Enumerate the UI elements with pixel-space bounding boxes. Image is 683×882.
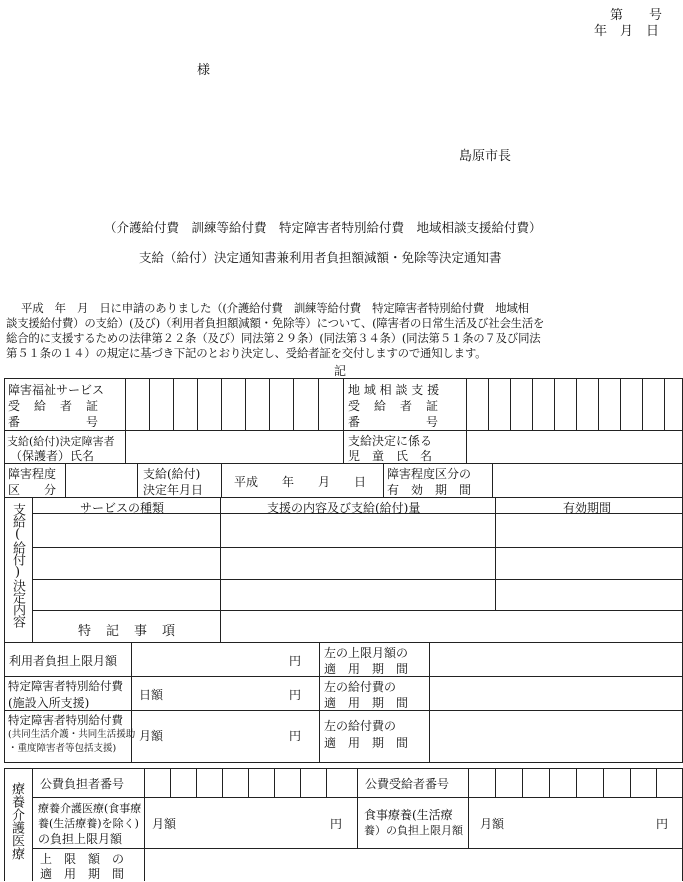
burden-limit-period-2: 適 用 期 間: [324, 662, 409, 676]
child-label-1: 支給決定に係る: [348, 434, 433, 448]
community-cert-label-3: 番 号: [348, 415, 440, 429]
public-recipient-number-label: 公費受給者番号: [365, 777, 450, 791]
degree-label-2: 区 分: [8, 483, 57, 497]
service-cert-label-3: 番 号: [8, 415, 100, 429]
page-title: 支給（給付）決定通知書兼利用者負担額減額・免除等決定通知書: [139, 250, 502, 265]
degree-period-label-2: 有 効 期 間: [387, 483, 472, 497]
public-funder-number-label: 公費負担者番号: [40, 777, 125, 791]
daily-amount-label: 日額: [139, 688, 164, 702]
limit-period-label-2: 適 用 期 間: [40, 867, 125, 881]
title-subheading: （介護給付費 訓練等給付費 特定障害者特別給付費 地域相談支援給付費）: [104, 220, 542, 235]
decision-date-label-2: 決定年月日: [143, 483, 204, 497]
degree-label-1: 障害程度: [8, 467, 57, 481]
medical-monthly-label: 月額: [152, 817, 177, 831]
medical-limit-label-1: 療養介護医療(食事療: [38, 802, 142, 815]
special-benefit-label-2: (施設入所支援): [8, 696, 90, 710]
medical-limit-label-2: 養(生活療養)を除く): [38, 817, 139, 830]
recipient-label-2: （保護者）氏名: [10, 449, 95, 463]
document-number-label: 第 号: [610, 8, 663, 23]
special-benefit-2-label-1: 特定障害者特別給付費: [8, 713, 123, 727]
child-label-2: 児 童 氏 名: [348, 449, 433, 463]
burden-limit-yen: 円: [289, 654, 302, 668]
service-cert-label-1: 障害福祉サービス: [8, 383, 105, 397]
decision-date-label-1: 支給(給付): [143, 467, 201, 481]
medical-monthly-yen: 円: [330, 817, 343, 831]
community-cert-label-1: 地 域 相 談 支 援: [348, 383, 440, 397]
medical-care-vertical-label: 療養介護医療: [9, 782, 24, 860]
special-benefit-label-1: 特定障害者特別給付費: [8, 679, 123, 693]
addressee-honorific: 様: [197, 63, 211, 78]
benefit-period-2-label-2: 適 用 期 間: [324, 736, 409, 750]
decision-date-value: 平成 年 月 日: [234, 475, 367, 489]
benefit-period-2-label-1: 左の給付費の: [324, 719, 397, 733]
service-type-header: サービスの種類: [80, 501, 165, 515]
support-content-header: 支援の内容及び支給(給付)量: [267, 501, 421, 515]
body-text-line-4: 第５１条の１４）の規定に基づき下記のとおり決定し、受給者証を交付しますので通知します。: [6, 346, 487, 360]
monthly-amount-yen: 円: [289, 729, 302, 743]
ki-mark: 記: [334, 364, 347, 378]
limit-period-label-1: 上 限 額 の: [40, 852, 125, 866]
service-content-vertical-label: 支給(給付)決定内容: [10, 503, 25, 627]
special-notes-label: 特 記 事 項: [78, 624, 177, 639]
monthly-amount-label: 月額: [139, 729, 164, 743]
special-benefit-2-label-2: (共同生活介護・共同生活援助: [8, 729, 136, 740]
body-text-line-3: 総合的に支援するための法律第２２条（及び）同法第２９条）(同法第３４条）(同法第５１条の７及び同法: [6, 331, 541, 345]
burden-limit-label: 利用者負担上限月額: [9, 654, 118, 668]
benefit-period-label-2: 適 用 期 間: [324, 696, 409, 710]
body-text-line-2: 談支援給付費）の支給）(及び)（利用者負担額減額・免除等）について、(障害者の日常生活及び社会生活を: [6, 316, 545, 330]
meal-monthly-yen: 円: [656, 817, 669, 831]
degree-period-label-1: 障害程度区分の: [387, 467, 472, 481]
meal-monthly-label: 月額: [480, 817, 505, 831]
benefit-period-label-1: 左の給付費の: [324, 680, 397, 694]
recipient-label-1: 支給(給付)決定障害者: [7, 435, 115, 448]
valid-period-header: 有効期間: [563, 501, 612, 515]
special-benefit-2-label-3: ・重度障害者等包括支援): [8, 743, 117, 754]
issuer-name: 島原市長: [459, 149, 512, 164]
burden-limit-period-1: 左の上限月額の: [324, 646, 409, 660]
body-text-line-1: 平成 年 月 日に申請のありました（(介護給付費 訓練等給付費 特定障害者特別給付費 地域相: [21, 301, 529, 315]
meal-limit-label-2: 養）の負担上限月額: [364, 824, 463, 837]
community-cert-label-2: 受 給 者 証: [348, 399, 440, 413]
document-date-label: 年 月 日: [594, 24, 660, 39]
service-cert-label-2: 受 給 者 証: [8, 399, 100, 413]
daily-amount-yen: 円: [289, 688, 302, 702]
meal-limit-label-1: 食事療養(生活療: [364, 808, 453, 822]
medical-limit-label-3: の負担上限月額: [38, 832, 123, 846]
